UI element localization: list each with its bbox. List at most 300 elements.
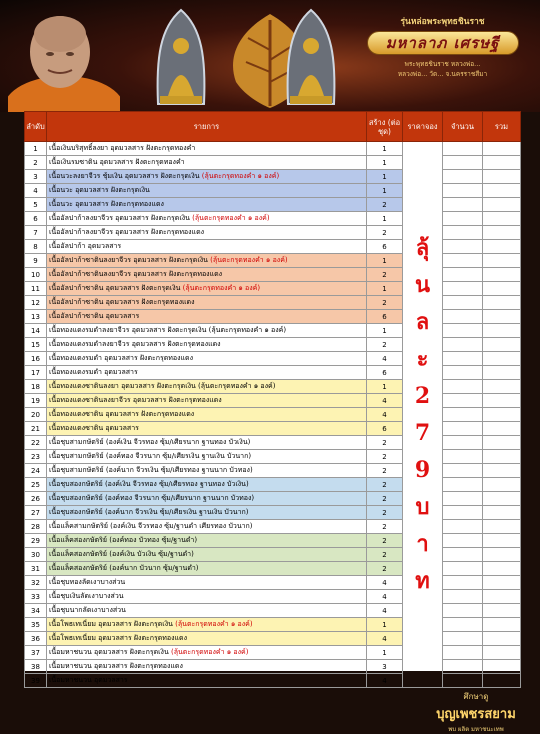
header-line-2: หลวงพ่อ... วัด... จ.นครราชสีมา	[397, 70, 488, 78]
row-item	[47, 408, 367, 422]
row-built: 2	[367, 492, 403, 506]
row-qty-input[interactable]	[443, 240, 483, 254]
row-total	[483, 380, 521, 394]
buddha-statue-right-icon	[280, 8, 342, 108]
price-vertical-char: 7	[414, 419, 431, 446]
row-item-text: เนื้อชุบทองลัดเงาบางส่วน	[49, 578, 126, 586]
row-item-text: เนื้อชุบนากลัดเงาบางส่วน	[49, 606, 126, 614]
row-item-text: เนื้อแล็คสองกษัตริย์ (องค์ทอง บัวทอง ซุ้ม/ฐานดำ)	[49, 536, 198, 544]
row-number: 18	[25, 380, 47, 394]
price-vertical-char: ลุ้	[415, 234, 430, 261]
row-built: 4	[367, 352, 403, 366]
row-total	[483, 464, 521, 478]
row-item-text: เนื้อนวะลงยาจีวร ชุ้มเงิน อุดมวลสาร ฝังตะกรุดเงิน	[49, 172, 200, 180]
row-item	[47, 212, 367, 226]
row-qty-input[interactable]	[443, 170, 483, 184]
row-qty-input[interactable]	[443, 268, 483, 282]
col-header-item: รายการ	[47, 112, 367, 142]
row-number: 25	[25, 478, 47, 492]
row-total	[483, 352, 521, 366]
table-row	[25, 450, 521, 464]
table-row	[25, 296, 521, 310]
row-item-text: เนื้อแล็คสองกษัตริย์ (องค์เงิน บัวเงิน ซุ้ม/ฐานดำ)	[49, 550, 194, 558]
row-item-text: เนื้ออัลปาก้าซาติน อุดมวลสาร	[49, 312, 140, 320]
row-total	[483, 436, 521, 450]
row-qty-input[interactable]	[443, 632, 483, 646]
row-number: 11	[25, 282, 47, 296]
col-header-no: ลำดับ	[25, 112, 47, 142]
row-note: (ลุ้นตะกรุดทองคำ ๑ องค์)	[171, 648, 249, 656]
table-row	[25, 632, 521, 646]
row-total	[483, 338, 521, 352]
row-number: 37	[25, 646, 47, 660]
row-number: 13	[25, 310, 47, 324]
row-built: 2	[367, 450, 403, 464]
table-row	[25, 198, 521, 212]
row-number: 38	[25, 660, 47, 674]
table-row	[25, 408, 521, 422]
row-built: 2	[367, 464, 403, 478]
row-built: 1	[367, 254, 403, 268]
row-total	[483, 198, 521, 212]
table-row	[25, 268, 521, 282]
page-title: มหาลาภ เศรษฐี	[367, 31, 519, 55]
row-item	[47, 618, 367, 632]
row-number: 17	[25, 366, 47, 380]
row-total	[483, 618, 521, 632]
row-item-text: เนื้ออัลปาก้าลงยาจีวร อุดมวลสาร ฝังตะกรุดทองแดง	[49, 228, 205, 236]
row-built: 4	[367, 632, 403, 646]
row-built: 1	[367, 142, 403, 156]
row-built: 2	[367, 268, 403, 282]
row-built: 2	[367, 478, 403, 492]
row-qty-input[interactable]	[443, 184, 483, 198]
table-row	[25, 366, 521, 380]
table-row	[25, 282, 521, 296]
table-row	[25, 562, 521, 576]
row-item	[47, 366, 367, 380]
row-built: 2	[367, 548, 403, 562]
row-item-text: เนื้อชุบเงินลัดเงาบางส่วน	[49, 592, 124, 600]
row-built: 1	[367, 380, 403, 394]
row-item	[47, 646, 367, 660]
table-row	[25, 170, 521, 184]
row-item	[47, 478, 367, 492]
row-qty-input[interactable]	[443, 492, 483, 506]
row-item	[47, 450, 367, 464]
row-item-text: เนื้อชุบสามกษัตริย์ (องค์เงิน จีวรทอง ซุ้ม/เศียรนาก ฐานทอง บัวเงิน)	[49, 438, 251, 446]
row-built: 1	[367, 618, 403, 632]
row-item	[47, 674, 367, 688]
row-number: 21	[25, 422, 47, 436]
price-vertical-char: 2	[414, 382, 431, 409]
row-item	[47, 198, 367, 212]
row-item-text: เนื้อเงินรมซาติน อุดมวลสาร ฝังตะกรุดทองคำ	[49, 158, 185, 166]
row-number: 2	[25, 156, 47, 170]
row-item	[47, 660, 367, 674]
row-item	[47, 492, 367, 506]
row-total	[483, 478, 521, 492]
row-item	[47, 170, 367, 184]
table-row	[25, 240, 521, 254]
row-item	[47, 156, 367, 170]
table-row	[25, 506, 521, 520]
row-item-text: เนื้อแล็คสามกษัตริย์ (องค์เงิน จีวรทอง ซุ้ม/ฐานดำ เศียรทอง บัวนาก)	[49, 522, 253, 530]
row-number: 14	[25, 324, 47, 338]
header-subtitle: รุ่นหล่อพระพุทธชินราช	[400, 17, 485, 27]
row-qty-input[interactable]	[443, 394, 483, 408]
row-item-text: เนื้ออัลปาก้าซาตินลงยาจีวร อุดมวลสาร ฝังตะกรุดทองแดง	[49, 270, 223, 278]
row-item-text: เนื้อนวะ อุดมวลสาร ฝังตะกรุดเงิน	[49, 186, 150, 194]
table-row	[25, 604, 521, 618]
row-number: 23	[25, 450, 47, 464]
row-qty-input[interactable]	[443, 254, 483, 268]
price-vertical-char: ท	[415, 567, 430, 594]
row-built: 4	[367, 604, 403, 618]
row-item-text: เนื้อโพธเทเนี่ยม อุดมวลสาร ฝังตะกรุดเงิน	[49, 620, 173, 628]
row-item	[47, 464, 367, 478]
row-number: 32	[25, 576, 47, 590]
row-item-text: เนื้ออัลปาก้าซาติน อุดมวลสาร ฝังตะกรุดทองแดง	[49, 298, 195, 306]
row-item	[47, 534, 367, 548]
row-total	[483, 450, 521, 464]
row-total	[483, 296, 521, 310]
row-qty-input[interactable]	[443, 506, 483, 520]
row-built: 1	[367, 212, 403, 226]
table-row	[25, 492, 521, 506]
row-item-text: เนื้อมหาชนวน อุดมวลสาร	[49, 676, 128, 684]
brand-logo-name: บุญเพชรสยาม	[436, 707, 516, 722]
row-number: 35	[25, 618, 47, 632]
row-item	[47, 632, 367, 646]
row-item	[47, 338, 367, 352]
price-vertical-char: บ	[415, 493, 430, 520]
row-note: (ลุ้นตะกรุดทองคำ ๑ องค์)	[201, 172, 280, 180]
row-total	[483, 548, 521, 562]
row-qty-input[interactable]	[443, 520, 483, 534]
table-row	[25, 254, 521, 268]
row-qty-input[interactable]	[443, 226, 483, 240]
table-row	[25, 142, 521, 156]
table-row	[25, 436, 521, 450]
row-qty-input[interactable]	[443, 422, 483, 436]
row-qty-input[interactable]	[443, 324, 483, 338]
row-item-text: เนื้อชุบสองกษัตริย์ (องค์ทอง จีวรนาก ซุ้ม/เศียรนาก ฐานนาก บัวทอง)	[49, 494, 255, 502]
row-qty-input[interactable]	[443, 408, 483, 422]
row-built: 4	[367, 394, 403, 408]
row-item	[47, 436, 367, 450]
price-vertical-char: ล	[415, 308, 430, 335]
row-item	[47, 254, 367, 268]
row-number: 15	[25, 338, 47, 352]
row-item-text: เนื้อเงินบริสุทธิ์ลงยา อุดมวลสาร ฝังตะกรุดทองคำ	[49, 144, 196, 152]
row-qty-input[interactable]	[443, 450, 483, 464]
col-header-built: สร้าง (ต่อชุด)	[367, 112, 403, 142]
row-number: 16	[25, 352, 47, 366]
row-item-text: เนื้อทองแดงซาติน อุดมวลสาร ฝังตะกรุดทองแดง	[49, 410, 195, 418]
row-item-text: เนื้ออัลปาก้าซาตินลงยาจีวร อุดมวลสาร ฝังตะกรุดเงิน	[49, 256, 208, 264]
row-item-text: เนื้อทองแดงรมดำลงยาจีวร อุดมวลสาร ฝังตะกรุดทองแดง	[49, 340, 221, 348]
row-built: 1	[367, 156, 403, 170]
row-item	[47, 394, 367, 408]
row-number: 19	[25, 394, 47, 408]
row-number: 3	[25, 170, 47, 184]
row-qty-input[interactable]	[443, 618, 483, 632]
table-row	[25, 422, 521, 436]
row-built: 2	[367, 506, 403, 520]
row-total	[483, 632, 521, 646]
price-table	[24, 111, 520, 685]
row-item	[47, 604, 367, 618]
title-box	[355, 14, 530, 100]
header-banner	[0, 0, 540, 112]
table-row	[25, 338, 521, 352]
row-item	[47, 576, 367, 590]
row-item	[47, 324, 367, 338]
row-number: 8	[25, 240, 47, 254]
row-qty-input[interactable]	[443, 380, 483, 394]
row-total	[483, 366, 521, 380]
row-built: 1	[367, 184, 403, 198]
row-qty-input[interactable]	[443, 534, 483, 548]
row-total	[483, 268, 521, 282]
row-built: 6	[367, 422, 403, 436]
price-vertical-char: า	[416, 530, 429, 557]
price-vertical-char: น	[414, 271, 431, 298]
row-item-text: เนื้อทองแดงรมดำ อุดมวลสาร ฝังตะกรุดทองแดง	[49, 354, 194, 362]
row-number: 26	[25, 492, 47, 506]
row-total	[483, 646, 521, 660]
row-built: 6	[367, 366, 403, 380]
monk-portrait	[8, 4, 120, 112]
row-qty-input[interactable]	[443, 296, 483, 310]
row-built: 6	[367, 310, 403, 324]
row-item	[47, 590, 367, 604]
row-total	[483, 170, 521, 184]
row-total	[483, 520, 521, 534]
row-number: 30	[25, 548, 47, 562]
row-total	[483, 604, 521, 618]
row-built: 1	[367, 646, 403, 660]
row-qty-input[interactable]	[443, 464, 483, 478]
row-number: 4	[25, 184, 47, 198]
table-row	[25, 184, 521, 198]
row-built: 2	[367, 226, 403, 240]
row-built: 1	[367, 282, 403, 296]
table-row	[25, 352, 521, 366]
row-total	[483, 506, 521, 520]
row-item	[47, 520, 367, 534]
row-item-text: เนื้ออัลปาก้าซาติน อุดมวลสาร ฝังตะกรุดเงิน	[49, 284, 181, 292]
row-item-text: เนื้อทองแดงซาตินลงยาจีวร อุดมวลสาร ฝังตะกรุดทองแดง	[49, 396, 222, 404]
row-total	[483, 310, 521, 324]
row-note: (ลุ้นตะกรุดทองคำ ๑ องค์)	[182, 284, 261, 292]
row-item	[47, 548, 367, 562]
header-line-1: พระพุทธชินราช หลวงพ่อ...	[404, 60, 481, 68]
row-qty-input[interactable]	[443, 576, 483, 590]
row-qty-input[interactable]	[443, 198, 483, 212]
row-qty-input[interactable]	[443, 142, 483, 156]
row-total	[483, 324, 521, 338]
row-total	[483, 226, 521, 240]
row-total	[483, 422, 521, 436]
row-built: 2	[367, 296, 403, 310]
row-built: 4	[367, 408, 403, 422]
row-item-text: เนื้อมหาชนวน อุดมวลสาร ฝังตะกรุดทองแดง	[49, 662, 183, 670]
row-item	[47, 380, 367, 394]
row-total	[483, 562, 521, 576]
row-item-text: เนื้อมหาชนวน อุดมวลสาร ฝังตะกรุดเงิน	[49, 648, 169, 656]
row-item-text: เนื้อทองแดงซาตินลงยา อุดมวลสาร ฝังตะกรุดเงิน (ลุ้นตะกรุดทองคำ ๑ องค์)	[49, 382, 276, 390]
buddha-statue-left-icon	[150, 8, 212, 108]
table-row	[25, 548, 521, 562]
row-total	[483, 240, 521, 254]
row-number: 31	[25, 562, 47, 576]
brand-logo	[418, 670, 534, 733]
row-qty-input[interactable]	[443, 436, 483, 450]
table-row	[25, 618, 521, 632]
row-built: 2	[367, 198, 403, 212]
table-row	[25, 520, 521, 534]
row-number: 22	[25, 436, 47, 450]
row-built: 2	[367, 534, 403, 548]
table-row	[25, 464, 521, 478]
row-built: 4	[367, 674, 403, 688]
row-item	[47, 506, 367, 520]
row-item-text: เนื้อแล็คสองกษัตริย์ (องค์นาก บัวนาก ซุ้ม/ฐานดำ)	[49, 564, 199, 572]
row-qty-input[interactable]	[443, 590, 483, 604]
row-number: 9	[25, 254, 47, 268]
row-item	[47, 352, 367, 366]
table-row	[25, 534, 521, 548]
row-total	[483, 576, 521, 590]
table-row	[25, 646, 521, 660]
row-qty-input[interactable]	[443, 156, 483, 170]
table-row	[25, 380, 521, 394]
row-note: (ลุ้นตะกรุดทองคำ ๑ องค์)	[175, 620, 253, 628]
table-row	[25, 590, 521, 604]
row-built: 4	[367, 576, 403, 590]
row-built: 2	[367, 562, 403, 576]
table-row	[25, 324, 521, 338]
row-total	[483, 492, 521, 506]
row-item-text: เนื้อชุบสามกษัตริย์ (องค์ทอง จีวรนาก ซุ้ม/เศียรเงิน ฐานเงิน บัวนาก)	[49, 452, 252, 460]
row-total	[483, 534, 521, 548]
row-qty-input[interactable]	[443, 562, 483, 576]
table-row	[25, 478, 521, 492]
row-number: 36	[25, 632, 47, 646]
row-number: 7	[25, 226, 47, 240]
row-built: 2	[367, 436, 403, 450]
row-built: 1	[367, 324, 403, 338]
row-built: 1	[367, 170, 403, 184]
row-item	[47, 296, 367, 310]
row-number: 34	[25, 604, 47, 618]
table-row	[25, 226, 521, 240]
row-number: 29	[25, 534, 47, 548]
row-item-text: เนื้ออัลปาก้าลงยาจีวร อุดมวลสาร ฝังตะกรุดเงิน	[49, 214, 190, 222]
col-header-total: รวม	[483, 112, 521, 142]
row-item	[47, 268, 367, 282]
price-merged-cell	[403, 142, 443, 688]
brand-logo-sub: พบ ผลิต มหาชนะเทพ	[448, 726, 504, 733]
row-number: 39	[25, 674, 47, 688]
row-item	[47, 562, 367, 576]
row-item	[47, 310, 367, 324]
row-built: 6	[367, 240, 403, 254]
row-item-text: เนื้อนวะ อุดมวลสาร ฝังตะกรุดทองแดง	[49, 200, 164, 208]
price-vertical-char: 9	[414, 456, 431, 483]
row-item-text: เนื้อทองแดงรมดำลงยาจีวร อุดมวลสาร ฝังตะกรุดเงิน (ลุ้นตะกรุดทองคำ ๑ องค์)	[49, 326, 287, 334]
row-qty-input[interactable]	[443, 310, 483, 324]
row-note: (ลุ้นตะกรุดทองคำ ๑ องค์)	[192, 214, 270, 222]
row-item	[47, 184, 367, 198]
row-number: 12	[25, 296, 47, 310]
col-header-price: ราคาจอง	[403, 112, 443, 142]
row-qty-input[interactable]	[443, 212, 483, 226]
row-qty-input[interactable]	[443, 604, 483, 618]
row-qty-input[interactable]	[443, 282, 483, 296]
table-row	[25, 212, 521, 226]
row-qty-input[interactable]	[443, 646, 483, 660]
col-header-qty: จำนวน	[443, 112, 483, 142]
row-qty-input[interactable]	[443, 338, 483, 352]
row-item	[47, 422, 367, 436]
row-number: 33	[25, 590, 47, 604]
row-number: 1	[25, 142, 47, 156]
row-total	[483, 142, 521, 156]
row-item	[47, 142, 367, 156]
price-vertical-char: ะ	[416, 345, 429, 372]
row-item	[47, 282, 367, 296]
table-row	[25, 156, 521, 170]
row-total	[483, 408, 521, 422]
row-item-text: เนื้อทองแดงซาติน อุดมวลสาร	[49, 424, 139, 432]
row-number: 6	[25, 212, 47, 226]
row-number: 24	[25, 464, 47, 478]
row-note: (ลุ้นตะกรุดทองคำ ๑ องค์)	[210, 256, 288, 264]
row-number: 20	[25, 408, 47, 422]
row-total	[483, 254, 521, 268]
row-item-text: เนื้อชุบสองกษัตริย์ (องค์เงิน จีวรทอง ซุ้ม/เศียรทอง ฐานทอง บัวเงิน)	[49, 480, 249, 488]
row-total	[483, 282, 521, 296]
row-number: 10	[25, 268, 47, 282]
row-item-text: เนื้ออัลปาก้า อุดมวลสาร	[49, 242, 122, 250]
row-built: 2	[367, 338, 403, 352]
row-qty-input[interactable]	[443, 478, 483, 492]
row-item-text: เนื้อโพธเทเนี่ยม อุดมวลสาร ฝังตะกรุดทองแดง	[49, 634, 188, 642]
row-built: 3	[367, 660, 403, 674]
table-header-row	[25, 112, 521, 142]
table-row	[25, 576, 521, 590]
row-built: 2	[367, 520, 403, 534]
row-item-text: เนื้อทองแดงรมดำ อุดมวลสาร	[49, 368, 138, 376]
row-number: 5	[25, 198, 47, 212]
row-total	[483, 394, 521, 408]
row-qty-input[interactable]	[443, 352, 483, 366]
row-qty-input[interactable]	[443, 548, 483, 562]
row-number: 28	[25, 520, 47, 534]
table-row	[25, 394, 521, 408]
row-item	[47, 240, 367, 254]
table-row	[25, 310, 521, 324]
row-total	[483, 212, 521, 226]
row-qty-input[interactable]	[443, 366, 483, 380]
row-item	[47, 226, 367, 240]
row-total	[483, 590, 521, 604]
row-built: 4	[367, 590, 403, 604]
row-total	[483, 184, 521, 198]
